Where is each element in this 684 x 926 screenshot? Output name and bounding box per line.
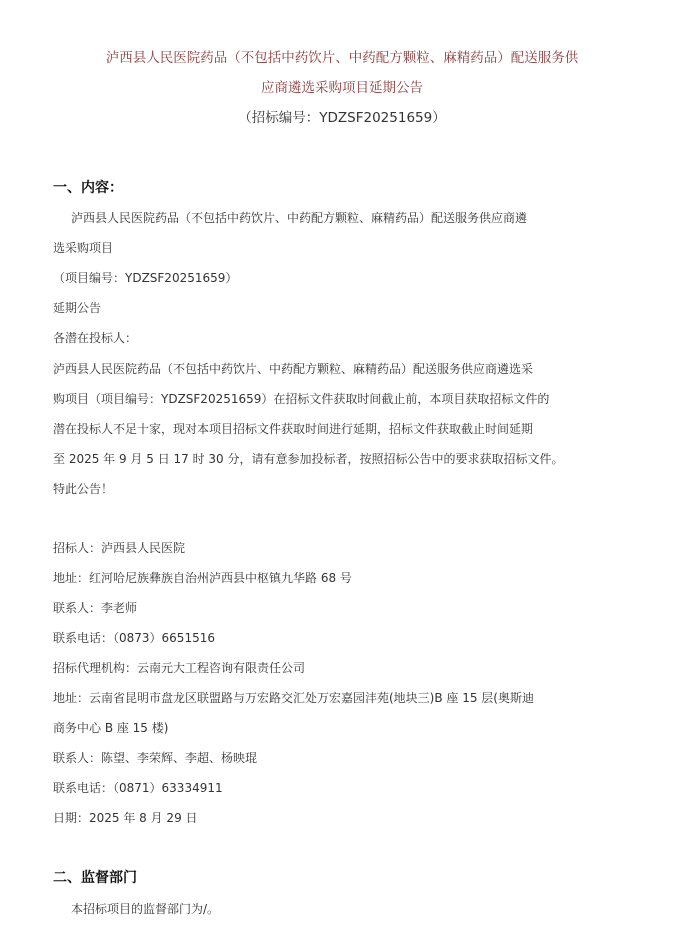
notice-body-line-2: 购项目（项目编号：YDZSF20251659）在招标文件获取时间截止前，本项目获取招标文件的 — [53, 392, 550, 406]
section-heading-supervision: 二、监督部门 — [53, 870, 137, 886]
section-heading-content: 一、内容： — [53, 180, 123, 196]
agency-address-line-2: 商务中心 B 座 15 楼) — [53, 721, 169, 735]
supervision-body: 本招标项目的监督部门为/。 — [71, 902, 220, 916]
project-number: （项目编号：YDZSF20251659） — [53, 271, 238, 285]
intro-line-1: 泸西县人民医院药品（不包括中药饮片、中药配方颗粒、麻精药品）配送服务供应商遴 — [71, 211, 528, 225]
greeting: 各潜在投标人： — [53, 331, 138, 345]
notice-date: 日期：2025 年 8 月 29 日 — [53, 811, 198, 825]
agency-contact: 联系人：陈望、李荣辉、李超、杨映琨 — [53, 751, 258, 765]
tenderer-address: 地址：红河哈尼族彝族自治州泸西县中枢镇九华路 68 号 — [53, 571, 352, 585]
agency-phone: 联系电话：（0871）63334911 — [53, 781, 223, 795]
closing-text: 特此公告！ — [53, 482, 114, 496]
tenderer: 招标人：泸西县人民医院 — [53, 541, 186, 555]
agency: 招标代理机构：云南元大工程咨询有限责任公司 — [53, 661, 306, 675]
intro-line-2: 选采购项目 — [53, 241, 114, 255]
notice-body-line-1: 泸西县人民医院药品（不包括中药饮片、中药配方颗粒、麻精药品）配送服务供应商遴选采 — [53, 362, 534, 376]
notice-body-line-3: 潜在投标人不足十家，现对本项目招标文件获取时间进行延期，招标文件获取截止时间延期 — [53, 422, 534, 436]
agency-address-line-1: 地址：云南省昆明市盘龙区联盟路与万宏路交汇处万宏嘉园沣苑(地块三)B 座 15 层(奥斯迪 — [53, 691, 534, 705]
notice-type: 延期公告 — [53, 301, 102, 315]
document-title-line-2: 应商遴选采购项目延期公告 — [261, 80, 423, 96]
document-title-line-1: 泸西县人民医院药品（不包括中药饮片、中药配方颗粒、麻精药品）配送服务供 — [105, 50, 579, 66]
tender-number: （招标编号：YDZSF20251659） — [238, 110, 446, 126]
tenderer-phone: 联系电话：（0873）6651516 — [53, 631, 215, 645]
tenderer-contact: 联系人：李老师 — [53, 601, 138, 615]
notice-body-line-4: 至 2025 年 9 月 5 日 17 时 30 分，请有意参加投标者，按照招标公告中的要求获取招标文件。 — [53, 452, 564, 466]
